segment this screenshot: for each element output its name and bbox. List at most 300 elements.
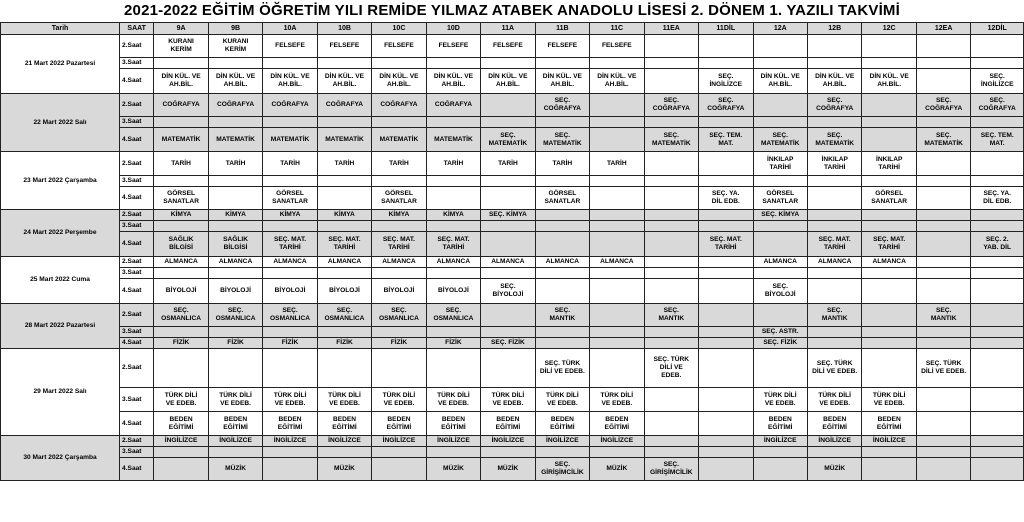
exam-cell: ALMANCA <box>862 257 916 268</box>
exam-cell: MÜZİK <box>590 458 644 481</box>
exam-cell: GÖRSEL SANATLAR <box>862 187 916 210</box>
exam-cell: SEÇ. MAT. TARİHİ <box>263 232 317 257</box>
exam-cell <box>753 117 807 128</box>
exam-cell: FELSEFE <box>535 35 589 58</box>
exam-cell: TÜRK DİLİ VE EDEB. <box>208 388 262 412</box>
exam-cell: SEÇ. KİMYA <box>753 210 807 221</box>
exam-cell <box>644 447 698 458</box>
exam-cell: TÜRK DİLİ VE EDEB. <box>372 388 426 412</box>
exam-cell: FELSEFE <box>372 35 426 58</box>
exam-cell: KİMYA <box>317 210 371 221</box>
exam-cell: BİYOLOJİ <box>372 279 426 304</box>
exam-cell: FİZİK <box>208 338 262 349</box>
exam-cell <box>535 58 589 69</box>
period-cell: 3.Saat <box>120 117 154 128</box>
exam-cell <box>263 349 317 388</box>
exam-cell <box>916 35 970 58</box>
exam-cell <box>862 279 916 304</box>
exam-cell: BİYOLOJİ <box>263 279 317 304</box>
exam-cell <box>317 221 371 232</box>
exam-cell <box>699 304 753 327</box>
exam-cell: DİN KÜL. VE AH.BİL. <box>753 69 807 94</box>
exam-cell: BİYOLOJİ <box>317 279 371 304</box>
period-cell: 2.Saat <box>120 35 154 58</box>
exam-cell: FELSEFE <box>590 35 644 58</box>
exam-cell: SEÇ. MAT. TARİHİ <box>862 232 916 257</box>
exam-cell <box>590 327 644 338</box>
exam-cell <box>426 327 480 338</box>
schedule-body <box>1 35 1024 481</box>
exam-cell: SEÇ. MANTIK <box>644 304 698 327</box>
exam-cell: DİN KÜL. VE AH.BİL. <box>535 69 589 94</box>
exam-cell <box>862 35 916 58</box>
exam-cell <box>644 257 698 268</box>
exam-cell: MATEMATİK <box>317 128 371 152</box>
exam-cell <box>372 327 426 338</box>
exam-cell <box>862 447 916 458</box>
exam-cell: TÜRK DİLİ VE EDEB. <box>426 388 480 412</box>
schedule-row <box>1 436 1024 447</box>
exam-cell <box>372 458 426 481</box>
exam-cell <box>535 176 589 187</box>
exam-cell: TARİH <box>590 152 644 176</box>
exam-cell <box>807 35 861 58</box>
date-cell: 24 Mart 2022 Perşembe <box>1 210 120 257</box>
exam-cell <box>590 221 644 232</box>
exam-cell <box>263 221 317 232</box>
schedule-row <box>1 447 1024 458</box>
exam-cell: SEÇ. OSMANLICA <box>426 304 480 327</box>
exam-cell <box>372 349 426 388</box>
exam-cell <box>426 187 480 210</box>
exam-cell <box>481 176 535 187</box>
exam-cell: SEÇ. MANTIK <box>807 304 861 327</box>
exam-cell <box>481 304 535 327</box>
exam-cell <box>481 94 535 117</box>
exam-cell: KİMYA <box>263 210 317 221</box>
exam-cell: SEÇ. FİZİK <box>753 338 807 349</box>
exam-cell: TARİH <box>481 152 535 176</box>
exam-cell <box>699 257 753 268</box>
exam-cell: İNGİLİZCE <box>862 436 916 447</box>
exam-cell <box>481 58 535 69</box>
exam-cell <box>644 210 698 221</box>
exam-cell: MÜZİK <box>481 458 535 481</box>
exam-cell: TARİH <box>317 152 371 176</box>
exam-cell <box>916 176 970 187</box>
exam-cell <box>971 268 1024 279</box>
exam-cell: TARİH <box>426 152 480 176</box>
exam-cell <box>154 117 208 128</box>
exam-cell: COĞRAFYA <box>208 94 262 117</box>
exam-cell <box>971 221 1024 232</box>
exam-cell: BİYOLOJİ <box>426 279 480 304</box>
exam-cell: İNGİLİZCE <box>154 436 208 447</box>
schedule-row <box>1 94 1024 117</box>
exam-cell: DİN KÜL. VE AH.BİL. <box>426 69 480 94</box>
exam-cell <box>154 349 208 388</box>
exam-cell <box>971 152 1024 176</box>
exam-cell: İNGİLİZCE <box>208 436 262 447</box>
exam-cell <box>916 436 970 447</box>
exam-cell <box>862 176 916 187</box>
exam-cell <box>699 268 753 279</box>
exam-cell <box>317 349 371 388</box>
exam-cell <box>699 458 753 481</box>
column-header: 11DİL <box>699 23 753 35</box>
header-row <box>1 23 1024 35</box>
exam-cell: SEÇ. İNGİLİZCE <box>971 69 1024 94</box>
exam-cell <box>753 94 807 117</box>
schedule-row <box>1 388 1024 412</box>
exam-cell <box>317 176 371 187</box>
exam-cell <box>862 304 916 327</box>
exam-cell: SEÇ. GİRİŞİMCİLİK <box>535 458 589 481</box>
exam-cell <box>481 232 535 257</box>
exam-cell: COĞRAFYA <box>263 94 317 117</box>
exam-cell: FİZİK <box>263 338 317 349</box>
exam-cell <box>753 35 807 58</box>
exam-cell <box>971 257 1024 268</box>
exam-cell: SEÇ. COĞRAFYA <box>807 94 861 117</box>
exam-cell <box>644 232 698 257</box>
exam-cell <box>372 176 426 187</box>
exam-cell <box>208 268 262 279</box>
exam-cell <box>807 187 861 210</box>
exam-cell: SEÇ. MATEMATİK <box>481 128 535 152</box>
exam-cell <box>590 338 644 349</box>
exam-cell <box>644 35 698 58</box>
exam-cell <box>971 412 1024 436</box>
exam-cell <box>753 221 807 232</box>
exam-cell: BEDEN EĞİTİMİ <box>807 412 861 436</box>
exam-cell: BEDEN EĞİTİMİ <box>535 412 589 436</box>
exam-cell <box>535 327 589 338</box>
schedule-row <box>1 58 1024 69</box>
exam-cell <box>807 279 861 304</box>
column-header: 10D <box>426 23 480 35</box>
exam-cell: İNGİLİZCE <box>481 436 535 447</box>
exam-cell: FİZİK <box>372 338 426 349</box>
exam-cell <box>916 58 970 69</box>
exam-cell: FELSEFE <box>481 35 535 58</box>
date-cell: 28 Mart 2022 Pazartesi <box>1 304 120 349</box>
exam-cell: DİN KÜL. VE AH.BİL. <box>862 69 916 94</box>
exam-cell: SEÇ. OSMANLICA <box>154 304 208 327</box>
exam-cell: TARİH <box>372 152 426 176</box>
schedule-row <box>1 176 1024 187</box>
exam-cell <box>154 268 208 279</box>
exam-cell <box>971 176 1024 187</box>
exam-cell <box>916 232 970 257</box>
exam-cell <box>699 436 753 447</box>
exam-cell: GÖRSEL SANATLAR <box>154 187 208 210</box>
exam-cell <box>590 58 644 69</box>
exam-cell <box>644 327 698 338</box>
exam-cell <box>426 58 480 69</box>
exam-cell <box>916 69 970 94</box>
exam-cell: SEÇ. COĞRAFYA <box>644 94 698 117</box>
exam-cell <box>916 458 970 481</box>
exam-cell <box>426 349 480 388</box>
schedule-row <box>1 35 1024 58</box>
exam-cell: BEDEN EĞİTİMİ <box>372 412 426 436</box>
exam-cell: ALMANCA <box>208 257 262 268</box>
exam-cell <box>971 327 1024 338</box>
period-cell: 4.Saat <box>120 232 154 257</box>
exam-cell: FELSEFE <box>426 35 480 58</box>
exam-cell <box>208 187 262 210</box>
exam-cell: SEÇ. ASTR. <box>753 327 807 338</box>
exam-cell <box>699 152 753 176</box>
exam-cell <box>263 447 317 458</box>
exam-cell: COĞRAFYA <box>154 94 208 117</box>
exam-cell <box>753 232 807 257</box>
exam-cell: KİMYA <box>372 210 426 221</box>
exam-cell <box>916 221 970 232</box>
exam-cell: SEÇ. MAT. TARİHİ <box>317 232 371 257</box>
exam-cell <box>535 221 589 232</box>
exam-cell <box>644 412 698 436</box>
exam-cell <box>208 327 262 338</box>
exam-cell <box>263 117 317 128</box>
exam-cell: SEÇ. TÜRK DİLİ VE EDEB. <box>916 349 970 388</box>
exam-cell: BEDEN EĞİTİMİ <box>263 412 317 436</box>
exam-cell <box>154 447 208 458</box>
exam-cell <box>208 176 262 187</box>
exam-cell <box>590 176 644 187</box>
exam-cell <box>916 279 970 304</box>
exam-cell <box>699 447 753 458</box>
schedule-row <box>1 128 1024 152</box>
exam-cell: TÜRK DİLİ VE EDEB. <box>753 388 807 412</box>
exam-cell <box>426 268 480 279</box>
exam-cell <box>699 412 753 436</box>
exam-cell: TÜRK DİLİ VE EDEB. <box>807 388 861 412</box>
column-header: SAAT <box>120 23 154 35</box>
exam-cell: FELSEFE <box>263 35 317 58</box>
exam-cell <box>481 447 535 458</box>
exam-cell <box>862 58 916 69</box>
period-cell: 3.Saat <box>120 176 154 187</box>
exam-cell: ALMANCA <box>317 257 371 268</box>
exam-cell: SEÇ. TEM. MAT. <box>699 128 753 152</box>
exam-cell: ALMANCA <box>154 257 208 268</box>
exam-cell <box>426 176 480 187</box>
schedule-row <box>1 349 1024 388</box>
exam-cell <box>916 388 970 412</box>
exam-cell <box>753 304 807 327</box>
exam-cell <box>590 117 644 128</box>
exam-cell: ALMANCA <box>372 257 426 268</box>
exam-cell: BEDEN EĞİTİMİ <box>862 412 916 436</box>
exam-cell <box>481 268 535 279</box>
exam-cell: BİYOLOJİ <box>208 279 262 304</box>
exam-cell <box>154 58 208 69</box>
exam-cell <box>916 187 970 210</box>
exam-cell: SEÇ. MANTIK <box>916 304 970 327</box>
exam-cell: SEÇ. 2. YAB. DİL <box>971 232 1024 257</box>
exam-cell <box>535 268 589 279</box>
column-header: 10C <box>372 23 426 35</box>
exam-cell: SEÇ. YA. DİL EDB. <box>971 187 1024 210</box>
date-cell: 23 Mart 2022 Çarşamba <box>1 152 120 210</box>
exam-cell <box>916 412 970 436</box>
exam-cell: TARİH <box>263 152 317 176</box>
exam-cell: MATEMATİK <box>208 128 262 152</box>
exam-cell <box>807 58 861 69</box>
exam-cell: ALMANCA <box>481 257 535 268</box>
exam-cell: KİMYA <box>426 210 480 221</box>
column-header: 9A <box>154 23 208 35</box>
exam-cell <box>644 268 698 279</box>
exam-cell: FELSEFE <box>317 35 371 58</box>
exam-cell <box>644 388 698 412</box>
period-cell: 2.Saat <box>120 436 154 447</box>
exam-cell <box>971 304 1024 327</box>
exam-cell: TARİH <box>535 152 589 176</box>
exam-cell <box>699 349 753 388</box>
exam-cell <box>208 58 262 69</box>
period-cell: 4.Saat <box>120 412 154 436</box>
exam-cell: SEÇ. KİMYA <box>481 210 535 221</box>
exam-cell <box>916 338 970 349</box>
exam-cell <box>263 176 317 187</box>
period-cell: 2.Saat <box>120 304 154 327</box>
exam-cell <box>971 338 1024 349</box>
exam-cell <box>699 338 753 349</box>
exam-cell <box>481 117 535 128</box>
exam-cell <box>535 117 589 128</box>
exam-cell: İNGİLİZCE <box>263 436 317 447</box>
exam-cell: GÖRSEL SANATLAR <box>535 187 589 210</box>
exam-cell <box>699 388 753 412</box>
exam-cell: DİN KÜL. VE AH.BİL. <box>263 69 317 94</box>
exam-cell: TÜRK DİLİ VE EDEB. <box>862 388 916 412</box>
exam-cell: DİN KÜL. VE AH.BİL. <box>208 69 262 94</box>
exam-cell <box>644 436 698 447</box>
schedule-row <box>1 412 1024 436</box>
exam-cell: SEÇ. GİRİŞİMCİLİK <box>644 458 698 481</box>
exam-cell <box>971 35 1024 58</box>
column-header: 11EA <box>644 23 698 35</box>
exam-cell <box>916 117 970 128</box>
exam-cell: SEÇ. MAT. TARİHİ <box>699 232 753 257</box>
exam-cell <box>862 117 916 128</box>
exam-cell: SEÇ. OSMANLICA <box>317 304 371 327</box>
exam-cell: BİYOLOJİ <box>154 279 208 304</box>
exam-cell: SEÇ. OSMANLICA <box>372 304 426 327</box>
exam-cell <box>862 210 916 221</box>
schedule-row <box>1 458 1024 481</box>
exam-cell: SEÇ. COĞRAFYA <box>699 94 753 117</box>
exam-cell: MÜZİK <box>208 458 262 481</box>
exam-cell: GÖRSEL SANATLAR <box>263 187 317 210</box>
exam-cell <box>590 268 644 279</box>
exam-cell <box>916 152 970 176</box>
exam-cell: BEDEN EĞİTİMİ <box>481 412 535 436</box>
schedule-row <box>1 152 1024 176</box>
exam-cell <box>154 458 208 481</box>
exam-cell <box>971 210 1024 221</box>
exam-cell <box>644 152 698 176</box>
exam-cell: BEDEN EĞİTİMİ <box>317 412 371 436</box>
date-cell: 29 Mart 2022 Salı <box>1 349 120 436</box>
exam-cell: İNGİLİZCE <box>590 436 644 447</box>
exam-cell: SEÇ. TEM. MAT. <box>971 128 1024 152</box>
exam-cell: SEÇ. COĞRAFYA <box>971 94 1024 117</box>
period-cell: 4.Saat <box>120 187 154 210</box>
exam-cell <box>699 327 753 338</box>
exam-cell <box>644 69 698 94</box>
exam-cell <box>644 338 698 349</box>
exam-cell: SEÇ. BİYOLOJİ <box>753 279 807 304</box>
schedule-row <box>1 232 1024 257</box>
date-cell: 25 Mart 2022 Cuma <box>1 257 120 304</box>
exam-cell: KİMYA <box>154 210 208 221</box>
exam-cell: TÜRK DİLİ VE EDEB. <box>154 388 208 412</box>
exam-cell <box>699 176 753 187</box>
schedule-row <box>1 117 1024 128</box>
exam-cell: ALMANCA <box>590 257 644 268</box>
exam-cell <box>916 447 970 458</box>
exam-cell: SEÇ. MATEMATİK <box>535 128 589 152</box>
exam-cell <box>317 268 371 279</box>
exam-cell <box>372 58 426 69</box>
exam-cell: GÖRSEL SANATLAR <box>753 187 807 210</box>
exam-cell: COĞRAFYA <box>317 94 371 117</box>
period-cell: 4.Saat <box>120 338 154 349</box>
period-cell: 2.Saat <box>120 94 154 117</box>
exam-cell <box>916 327 970 338</box>
exam-cell: SEÇ. TÜRK DİLİ VE EDEB. <box>644 349 698 388</box>
exam-cell <box>807 210 861 221</box>
period-cell: 2.Saat <box>120 257 154 268</box>
exam-cell: SEÇ. MAT. TARİHİ <box>807 232 861 257</box>
exam-cell <box>644 176 698 187</box>
exam-cell: DİN KÜL. VE AH.BİL. <box>372 69 426 94</box>
exam-cell <box>590 187 644 210</box>
exam-cell <box>971 458 1024 481</box>
exam-cell: DİN KÜL. VE AH.BİL. <box>807 69 861 94</box>
exam-cell <box>862 221 916 232</box>
exam-cell <box>862 338 916 349</box>
exam-cell: İNGİLİZCE <box>753 436 807 447</box>
exam-cell: SEÇ. TÜRK DİLİ VE EDEB. <box>535 349 589 388</box>
exam-cell: SEÇ. COĞRAFYA <box>916 94 970 117</box>
exam-cell <box>208 349 262 388</box>
exam-cell <box>590 447 644 458</box>
page-title: 2021-2022 EĞİTİM ÖĞRETİM YILI REMİDE YILMAZ ATABEK ANADOLU LİSESİ 2. DÖNEM 1. YAZILI TAKVİMİ <box>123 2 900 19</box>
column-header: Tarih <box>1 23 120 35</box>
exam-cell: İNGİLİZCE <box>807 436 861 447</box>
exam-cell <box>481 349 535 388</box>
exam-cell <box>807 221 861 232</box>
exam-cell: SAĞLIK BİLGİSİ <box>208 232 262 257</box>
column-header: 10A <box>263 23 317 35</box>
exam-cell: MATEMATİK <box>154 128 208 152</box>
exam-cell <box>644 187 698 210</box>
exam-cell: ALMANCA <box>535 257 589 268</box>
exam-cell: SEÇ. TÜRK DİLİ VE EDEB. <box>807 349 861 388</box>
exam-cell <box>916 257 970 268</box>
exam-cell <box>699 279 753 304</box>
exam-schedule-table <box>0 22 1024 481</box>
exam-cell: KURANI KERİM <box>208 35 262 58</box>
exam-cell <box>317 187 371 210</box>
exam-cell: MÜZİK <box>807 458 861 481</box>
exam-cell: SEÇ. İNGİLİZCE <box>699 69 753 94</box>
